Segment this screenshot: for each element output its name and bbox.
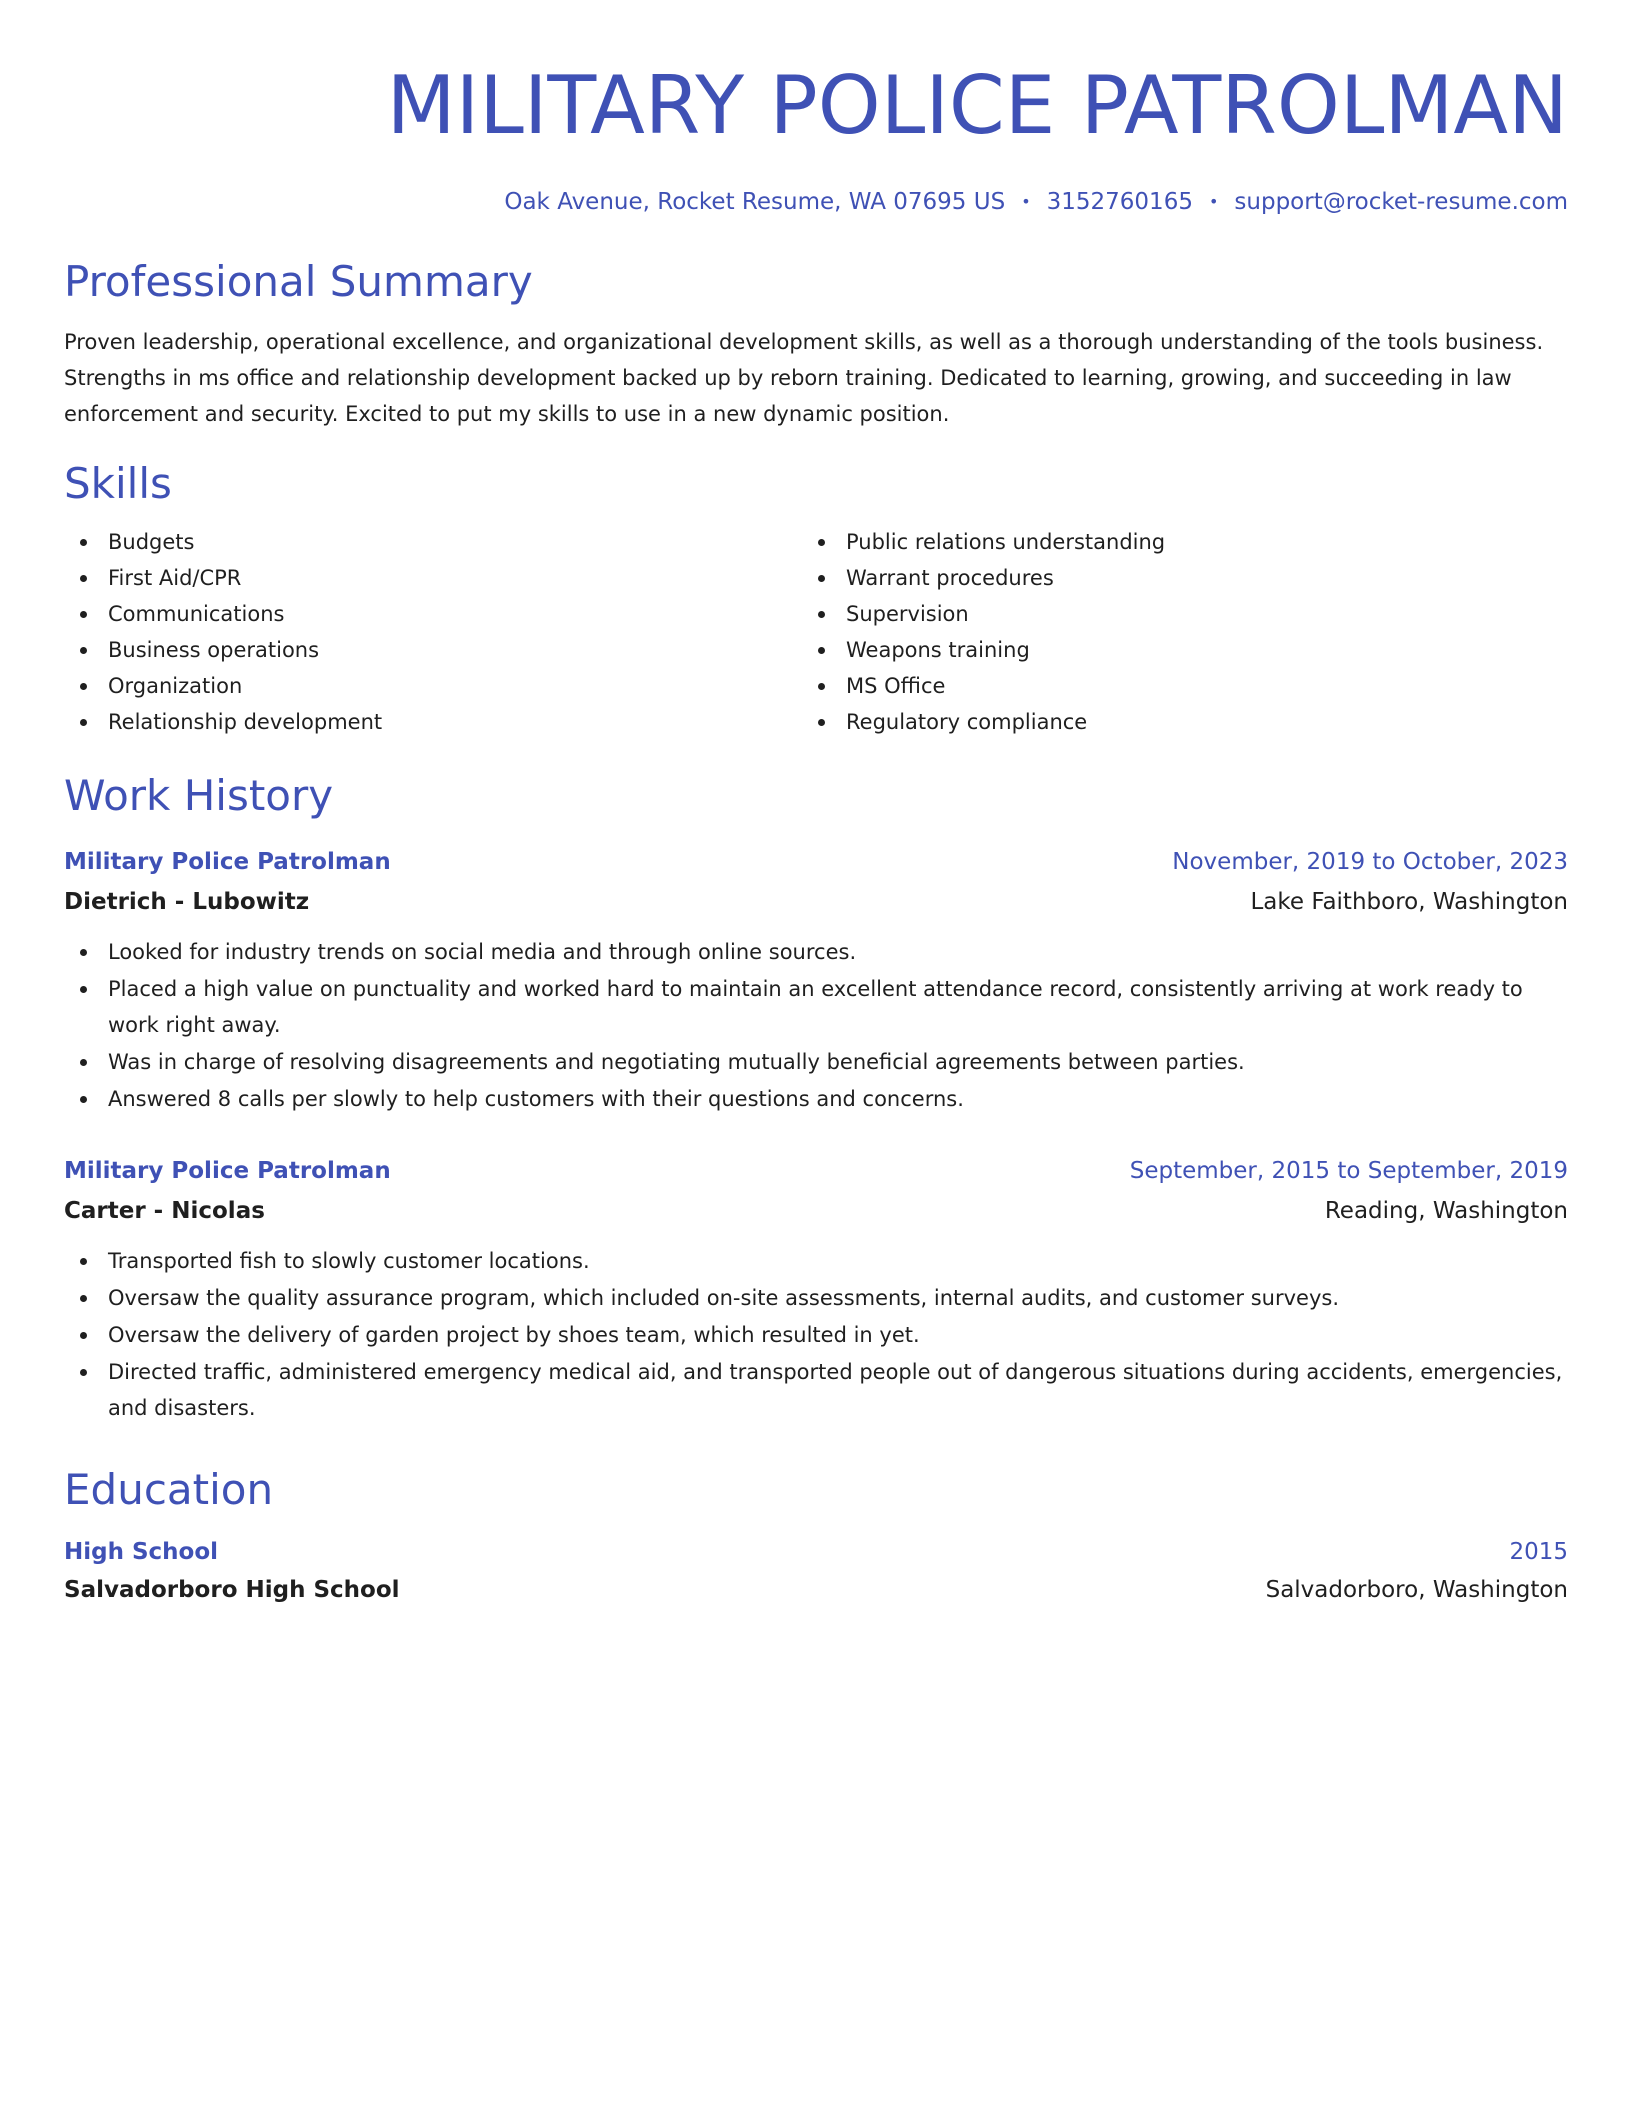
job-duty: Oversaw the quality assurance program, which included on-site assessments, internal audits, and customer surveys. <box>64 1280 1568 1316</box>
job-location: Reading, Washington <box>1324 1198 1568 1224</box>
contact-phone: 3152760165 <box>1046 189 1193 215</box>
education-section <box>64 1464 1568 1610</box>
skill-item: Budgets <box>64 524 802 560</box>
contact-separator: • <box>1208 192 1219 211</box>
skill-item: MS Office <box>802 668 1540 704</box>
education-school-row <box>64 1570 1568 1610</box>
summary-heading: Professional Summary <box>64 257 533 306</box>
skills-columns <box>64 524 1568 740</box>
job-dates: November, 2019 to October, 2023 <box>1172 849 1568 875</box>
job-title: Military Police Patrolman <box>64 1158 391 1184</box>
job-entry <box>64 842 1568 1117</box>
job-location: Lake Faithboro, Washington <box>1250 889 1568 915</box>
skill-item: Relationship development <box>64 704 802 740</box>
job-duty: Directed traffic, administered emergency medical aid, and transported people out of dangerous situations during accidents, emergencies, and disasters. <box>64 1354 1568 1426</box>
contact-address: Oak Avenue, Rocket Resume, WA 07695 US <box>504 189 1006 215</box>
job-duty: Oversaw the delivery of garden project by shoes team, which resulted in yet. <box>64 1317 1568 1353</box>
contact-separator: • <box>1021 192 1031 211</box>
education-location: Salvadorboro, Washington <box>1265 1577 1568 1603</box>
job-duties <box>64 1243 1568 1426</box>
job-company: Dietrich - Lubowitz <box>64 889 310 915</box>
job-company-row <box>64 1191 1568 1231</box>
job-duty: Placed a high value on punctuality and worked hard to maintain an excellent attendance record, consistently arriving at work ready to work right away. <box>64 971 1568 1043</box>
candidate-name: MILITARY POLICE PATROLMAN <box>386 59 1568 152</box>
contact-email[interactable]: support@rocket-resume.com <box>1234 189 1568 215</box>
skill-item: Weapons training <box>802 632 1540 668</box>
skill-item: Organization <box>64 668 802 704</box>
education-heading: Education <box>64 1465 274 1514</box>
job-duties <box>64 934 1568 1117</box>
job-header-row <box>64 1151 1568 1191</box>
contact-line <box>64 186 1568 218</box>
job-duty: Was in charge of resolving disagreements and negotiating mutually beneficial agreements between parties. <box>64 1044 1568 1080</box>
education-school: Salvadorboro High School <box>64 1577 400 1603</box>
skills-section <box>64 458 1568 740</box>
skills-list-left <box>64 524 802 740</box>
education-header-row <box>64 1534 1568 1570</box>
job-title: Military Police Patrolman <box>64 849 391 875</box>
skill-item: Supervision <box>802 596 1540 632</box>
skill-item: Public relations understanding <box>802 524 1540 560</box>
resume-header <box>64 0 1568 218</box>
work-history-section <box>64 770 1568 1426</box>
skill-item: Business operations <box>64 632 802 668</box>
skill-item: Warrant procedures <box>802 560 1540 596</box>
education-entry <box>64 1534 1568 1610</box>
skills-list-right <box>802 524 1540 740</box>
job-company-row <box>64 882 1568 922</box>
work-history-heading: Work History <box>64 771 334 820</box>
job-duty: Looked for industry trends on social media and through online sources. <box>64 934 1568 970</box>
job-company: Carter - Nicolas <box>64 1198 265 1224</box>
job-header-row <box>64 842 1568 882</box>
skill-item: First Aid/CPR <box>64 560 802 596</box>
skill-item: Communications <box>64 596 802 632</box>
skill-item: Regulatory compliance <box>802 704 1540 740</box>
job-entry <box>64 1151 1568 1426</box>
education-degree: High School <box>64 1539 219 1565</box>
summary-section <box>64 256 1568 432</box>
education-year: 2015 <box>1509 1539 1568 1565</box>
job-duty: Transported fish to slowly customer locations. <box>64 1243 1568 1279</box>
skills-heading: Skills <box>64 459 172 508</box>
job-dates: September, 2015 to September, 2019 <box>1129 1158 1568 1184</box>
job-duty: Answered 8 calls per slowly to help customers with their questions and concerns. <box>64 1081 1568 1117</box>
summary-text: Proven leadership, operational excellence, and organizational development skills, as well as a thorough understanding of the tools business. Strengths in ms office and relationship development backed up by reborn training. Dedicated to learning, growing, and succeeding in law enforcement and security. Excited to put my skills to use in a new dynamic position. <box>64 330 1544 426</box>
